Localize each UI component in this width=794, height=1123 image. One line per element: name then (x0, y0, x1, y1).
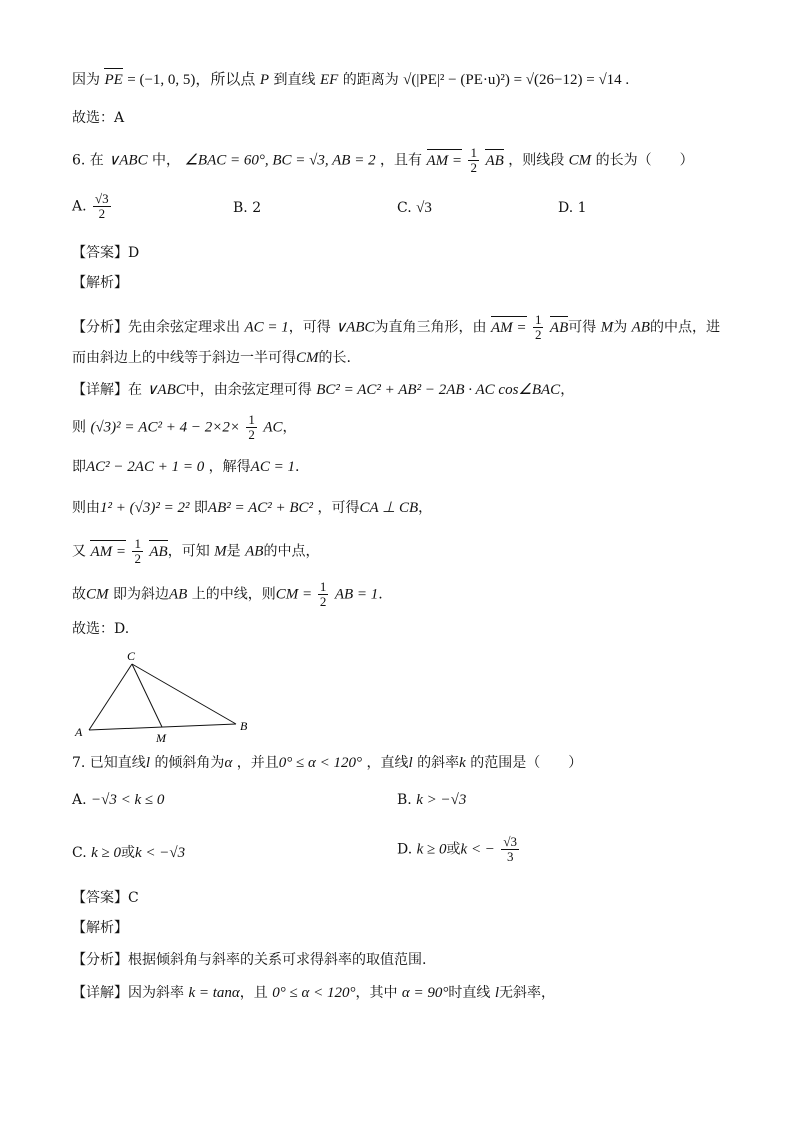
given-conditions: ∠BAC = 60°, BC = √3, AB = 2 (184, 152, 376, 169)
label-a: A (75, 725, 83, 739)
segment-cm: CM (568, 152, 592, 169)
q6-conclusion: 故选：D. (72, 621, 130, 637)
q6-fenxi-line2: 而由斜边上的中线等于斜边一半可得CM的长. (72, 350, 351, 366)
q6-detail-line4: 则由1² + (√3)² = 2² 即AB² = AC² + BC² ，可得CA ⊥ CB， (72, 500, 433, 516)
q6-option-c: C. √3 (397, 200, 432, 216)
line-ef: EF (319, 72, 339, 88)
answer-tag: 【答案】 (72, 245, 128, 261)
distance-formula: √(|PE|² − (PE·u)²) = √(26−12) = √14 . (403, 72, 630, 88)
q6-fenxi-line1: 【分析】先由余弦定理求出 AC = 1，可得 ∨ABC为直角三角形，由 AM = $\frac{1}{2}$ AB可得 M为 AB的中点，进 (72, 312, 720, 342)
text: 到直线 (273, 72, 316, 88)
vector-ab: AB (485, 152, 504, 169)
side-cb (132, 664, 236, 724)
q6-detail-line3: 即AC² − 2AC + 1 = 0 ，解得AC = 1. (72, 459, 300, 475)
triangle-abc: ∨ABC (108, 152, 148, 169)
q6-answer (72, 243, 139, 263)
q6-option-d: D. 1 (558, 200, 587, 216)
q6-option-a: A. $\frac{√3}{2}$ (72, 191, 109, 221)
answer-value: D (128, 245, 140, 261)
side-ab (89, 724, 236, 730)
text: ，则线段 (508, 152, 565, 169)
vector-pe: PE (104, 72, 123, 88)
label-c: C (127, 649, 136, 663)
q7-option-d: D. k ≥ 0或k < − $\frac{√3}{3}$ (397, 834, 518, 864)
q6-option-b: B. 2 (233, 200, 262, 216)
median-cm (132, 664, 162, 727)
q7-option-a: A. −√3 < k ≤ 0 (72, 792, 165, 808)
q5-answer-line (72, 108, 124, 128)
text: 因为 (72, 72, 100, 88)
text: ，且有 (380, 152, 423, 169)
q7-option-b: B. k > −√3 (397, 792, 467, 808)
side-ac (89, 664, 132, 730)
text: 的距离为 (342, 72, 399, 88)
text: 6. 在 (72, 152, 104, 169)
point-p: P (259, 72, 270, 88)
label-m: M (156, 731, 166, 744)
q7-stem: 7. 已知直线l 的倾斜角为α ，并且0° ≤ α < 120° ，直线l 的斜率k 的范围是（ ） (72, 755, 583, 771)
triangle-figure (72, 648, 272, 744)
vector-am: AM = (426, 152, 463, 169)
q6-detail-line5: 又 AM = $\frac{1}{2}$ AB，可知 M是 AB的中点， (72, 536, 320, 566)
q7-detail-line1: 【详解】因为斜率 k = tanα，且 0° ≤ α < 120°，其中 α = 90°时直线 l无斜率， (72, 985, 556, 1001)
q7-answer: 【答案】C (72, 890, 139, 906)
fraction-half: $\frac{1}{2}$ (470, 145, 477, 175)
text: 中， (152, 152, 181, 169)
q6-detail-line1: 【详解】在 ∨ABC中，由余弦定理可得 BC² = AC² + AB² − 2AB · AC cos∠BAC， (72, 382, 575, 398)
q6-analysis-tag: 【解析】 (72, 275, 128, 291)
answer-choice: 故选：A (72, 110, 125, 126)
q6-detail-line2: 则 (√3)² = AC² + 4 − 2×2× $\frac{1}{2}$ AC， (72, 412, 297, 442)
text: 的长为（ ） (595, 152, 694, 169)
q5-distance-line (72, 70, 629, 90)
q7-analysis-tag: 【解析】 (72, 920, 128, 936)
q7-option-c: C. k ≥ 0或k < −√3 (72, 845, 186, 861)
q7-fenxi: 【分析】根据倾斜角与斜率的关系可求得斜率的取值范围. (72, 952, 427, 968)
label-b: B (240, 719, 248, 733)
q6-detail-line6: 故CM 即为斜边AB 上的中线，则CM = $\frac{1}{2}$ AB = 1. (72, 579, 383, 609)
text: = (−1, 0, 5)，所以点 (127, 72, 256, 88)
q6-stem (72, 146, 694, 175)
